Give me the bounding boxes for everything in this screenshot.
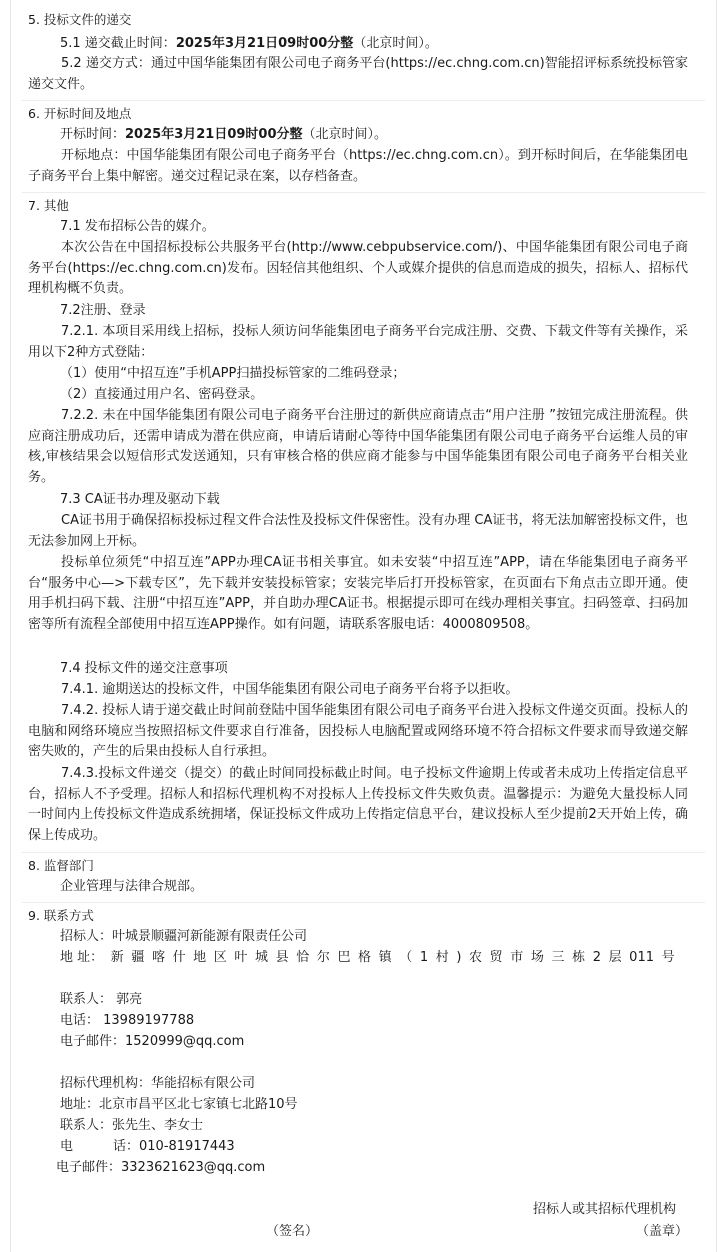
address-char: 叶 xyxy=(234,950,248,965)
agency-email: 电子邮件：3323621623@qq.com xyxy=(56,1160,266,1175)
address-char: ) xyxy=(456,950,462,965)
agency-phone xyxy=(60,1137,235,1157)
address-char: 疆 xyxy=(131,950,145,965)
ca-process: 投标单位须凭“中招互连”APP办理CA证书相关事宜。如未安装“中招互连”APP，请在华能集团电子商务平台“服务中心—>下载专区”，先下载并安装投标管家；安装完毕后打开投标管家，在页面右下角点击立即开通。使用手机扫码下载、注册“中招互连”APP，并自助办理CA证书。根据提示即可在线办理相关事宜。扫码签章、扫码加密等所有流程全部使用中招互连APP操作。如有问题，请联系客服电话：4000809508。 xyxy=(28,555,688,632)
divider xyxy=(22,192,705,193)
signature-sign: （签名） xyxy=(266,1224,319,1239)
agency-contact: 联系人：张先生、李女士 xyxy=(60,1118,204,1133)
tenderer-contact: 联系人： 郭亮 xyxy=(60,992,143,1007)
divider xyxy=(22,100,705,101)
address-char: 011 xyxy=(629,950,654,965)
address-char: 地 xyxy=(193,950,207,965)
address-char: 恰 xyxy=(296,950,310,965)
opening-time xyxy=(60,125,387,145)
submission-method: 5.2 递交方式：通过中国华能集团有限公司电子商务平台(https://ec.chng.com.cn)智能招评标系统投标管家递交文件。 xyxy=(28,56,688,92)
address-char: 新 xyxy=(110,950,124,965)
tenderer-email: 电子邮件：1520999@qq.com xyxy=(60,1034,245,1049)
media-body: 本次公告在中国招标投标公共服务平台(http://www.cebpubservice.com/)、中国华能集团有限公司电子商务平台(https://ec.chng.com.cn)发布。因轻信其他组织、个人或媒介提供的信息而造成的损失，招标人、招标代理机构概不负责。 xyxy=(28,240,688,296)
divider xyxy=(22,902,705,903)
tenderer-name: 招标人：叶城景顺疆河新能源有限责任公司 xyxy=(60,929,308,944)
deadline-label: 5.1 递交截止时间： xyxy=(60,36,176,51)
submission-page-note: 7.4.2. 投标人请于递交截止时间前登陆中国华能集团有限公司电子商务平台进入投标文件递交页面。投标人的电脑和网络环境应当按照招标文件要求自行准备，因投标人电脑配置或网络环境不符合招标文件要求而导致递交解密失败的，产生的后果由投标人自行承担。 xyxy=(28,703,688,759)
address-char: 村 xyxy=(435,950,449,965)
address-char: 号 xyxy=(661,950,675,965)
deadline-suffix: （北京时间）。 xyxy=(353,36,438,51)
opening-time-suffix: （北京时间）。 xyxy=(302,127,388,142)
ca-purpose: CA证书用于确保招标投标过程文件合法性及投标文件保密性。没有办理 CA证书，将无法加解密投标文件，也无法参加网上开标。 xyxy=(28,513,688,549)
address-char: 格 xyxy=(358,950,372,965)
address-char: 场 xyxy=(530,950,544,965)
agency-phone-label: 电 xyxy=(60,1139,74,1154)
signature-party: 招标人或其招标代理机构 xyxy=(533,1202,677,1217)
section-6-heading: 6. 开标时间及地点 xyxy=(28,106,132,121)
tenderer-address xyxy=(60,948,675,968)
agency-name: 招标代理机构：华能招标有限公司 xyxy=(60,1076,256,1091)
agency-phone-value: 话：010-81917443 xyxy=(113,1139,235,1154)
address-char: 市 xyxy=(510,950,524,965)
supervision-department: 企业管理与法律合规部。 xyxy=(60,879,204,894)
submission-deadline xyxy=(60,34,438,54)
address-char: 2 xyxy=(592,950,601,965)
address-char: 什 xyxy=(172,950,186,965)
tenderer-phone: 电话： 13989197788 xyxy=(60,1013,195,1028)
login-option-2: （2）直接通过用户名、密码登录。 xyxy=(60,387,264,402)
notes-title: 7.4 投标文件的递交注意事项 xyxy=(60,661,228,676)
address-char: 区 xyxy=(213,950,227,965)
opening-time-label: 开标时间： xyxy=(60,127,126,142)
address-label: 地 址： xyxy=(60,950,104,965)
divider xyxy=(22,852,705,853)
address-char: 1 xyxy=(419,950,429,965)
register-title: 7.2注册、登录 xyxy=(60,303,146,318)
media-title: 7.1 发布招标公告的媒介。 xyxy=(60,219,215,234)
section-9-heading: 9. 联系方式 xyxy=(28,908,94,923)
address-char: （ xyxy=(399,950,413,965)
upload-deadline-note: 7.4.3.投标文件递交（提交）的截止时间同投标截止时间。电子投标文件逾期上传或者未成功上传指定信息平台，招标人不予受理。招标人和招标代理机构不对投标人上传投标文件失败负责。温馨提示：为避免大量投标人同一时间内上传投标文件造成系统拥堵，保证投标文件成功上传指定信息平台，建议投标人至少提前2天开始上传，确保上传成功。 xyxy=(28,766,688,843)
address-char: 巴 xyxy=(337,950,351,965)
address-char: 县 xyxy=(275,950,289,965)
address-char: 喀 xyxy=(151,950,165,965)
opening-place: 开标地点：中国华能集团有限公司电子商务平台（https://ec.chng.com.cn）。到开标时间后，在华能集团电子商务平台上集中解密。递交过程记录在案，以存档备查。 xyxy=(28,148,688,184)
deadline-time: 2025年3月21日09时00分整 xyxy=(175,36,354,51)
address-char: 城 xyxy=(255,950,269,965)
address-char: 栋 xyxy=(572,950,586,965)
address-char: 镇 xyxy=(378,950,392,965)
login-option-1: （1）使用“中招互连”手机APP扫描投标管家的二维码登录； xyxy=(60,366,406,381)
address-char: 农 xyxy=(469,950,483,965)
section-7-heading: 7. 其他 xyxy=(28,198,69,213)
register-intro: 7.2.1. 本项目采用线上招标，投标人须访问华能集团电子商务平台完成注册、交费、下载文件等有关操作，采用以下2种方式登陆： xyxy=(28,324,688,360)
section-5-heading: 5. 投标文件的递交 xyxy=(28,12,132,27)
ca-title: 7.3 CA证书办理及驱动下载 xyxy=(60,492,220,507)
address-char: 尔 xyxy=(316,950,330,965)
new-supplier-register: 7.2.2. 未在中国华能集团有限公司电子商务平台注册过的新供应商请点击“用户注册 ”按钮完成注册流程。供应商注册成功后，还需申请成为潜在供应商，申请后请耐心等待中国华能集团有限公司电子商务平台运维人员的审核,审核结果会以短信形式发送通知，只有审核合格的供应商才能参与中国华能集团有限公司电子商务平台相关业务。 xyxy=(28,408,688,485)
signature-seal: （盖章） xyxy=(636,1224,689,1239)
address-char: 三 xyxy=(551,950,565,965)
address-char: 贸 xyxy=(489,950,503,965)
address-char: 层 xyxy=(608,950,622,965)
opening-time-value: 2025年3月21日09时00分整 xyxy=(125,127,303,142)
section-8-heading: 8. 监督部门 xyxy=(28,858,94,873)
late-submission-note: 7.4.1. 逾期送达的投标文件，中国华能集团有限公司电子商务平台将予以拒收。 xyxy=(61,682,519,697)
agency-address: 地址：北京市昌平区北七家镇七北路10号 xyxy=(60,1097,298,1112)
